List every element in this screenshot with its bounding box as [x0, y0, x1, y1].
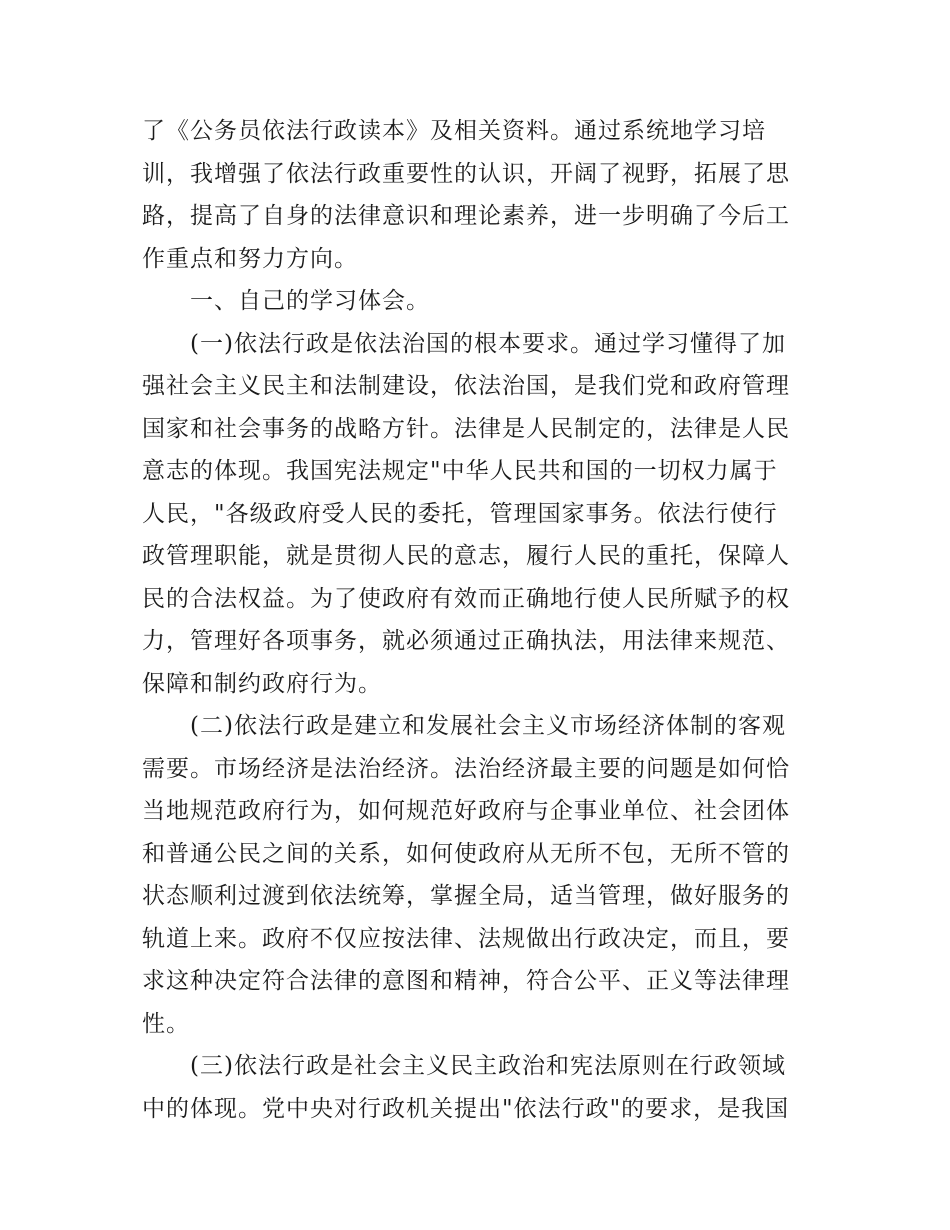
text-line: 保障和制约政府行为。 [142, 670, 382, 697]
text-line: 人民，"各级政府受人民的委托，管理国家事务。依法行使行 [142, 500, 778, 527]
text-line: 力，管理好各项事务，就必须通过正确执法，用法律来规范、 [142, 628, 790, 654]
text-line: 状态顺利过渡到依法统筹，掌握全局，适当管理，做好服务的 [142, 883, 790, 909]
paragraph-three [142, 1045, 814, 1130]
text-line: 需要。市场经济是法治经济。法治经济最主要的问题是如何恰 [142, 755, 790, 782]
section-heading [142, 280, 814, 323]
text-line: 求这种决定符合法律的意图和精神，符合公平、正义等法律理 [142, 968, 790, 994]
paragraph-intro [142, 110, 814, 280]
text-line: 训，我增强了依法行政重要性的认识，开阔了视野，拓展了思 [142, 160, 790, 187]
text-line: 作重点和努力方向。 [142, 245, 358, 272]
text-line: 中的体现。党中央对行政机关提出"依法行政"的要求，是我国 [142, 1095, 790, 1122]
paragraph-one [142, 323, 814, 706]
text-line: 和普通公民之间的关系，如何使政府从无所不包，无所不管的 [142, 840, 790, 867]
body-text [142, 110, 814, 1130]
text-line: 意志的体现。我国宪法规定"中华人民共和国的一切权力属于 [142, 458, 778, 484]
text-line: (二)依法行政是建立和发展社会主义市场经济体制的客观 [190, 713, 786, 739]
text-line: 性。 [142, 1010, 190, 1037]
text-line: 一、自己的学习体会。 [190, 288, 430, 314]
text-line: 民的合法权益。为了使政府有效而正确地行使人民所赋予的权 [142, 585, 790, 612]
text-line: 路，提高了自身的法律意识和理论素养，进一步明确了今后工 [142, 203, 790, 229]
text-line: 政管理职能，就是贯彻人民的意志，履行人民的重托，保障人 [142, 543, 790, 569]
text-line: (一)依法行政是依法治国的根本要求。通过学习懂得了加 [190, 330, 786, 357]
text-line: 当地规范政府行为，如何规范好政府与企事业单位、社会团体 [142, 798, 790, 824]
text-line: 了《公务员依法行政读本》及相关资料。通过系统地学习培 [142, 118, 766, 144]
text-line: 国家和社会事务的战略方针。法律是人民制定的，法律是人民 [142, 415, 790, 442]
paragraph-two [142, 705, 814, 1045]
text-line: 强社会主义民主和法制建设，依法治国，是我们党和政府管理 [142, 373, 790, 399]
text-line: 轨道上来。政府不仅应按法律、法规做出行政决定，而且，要 [142, 925, 790, 952]
text-line: (三)依法行政是社会主义民主政治和宪法原则在行政领域 [190, 1053, 786, 1079]
